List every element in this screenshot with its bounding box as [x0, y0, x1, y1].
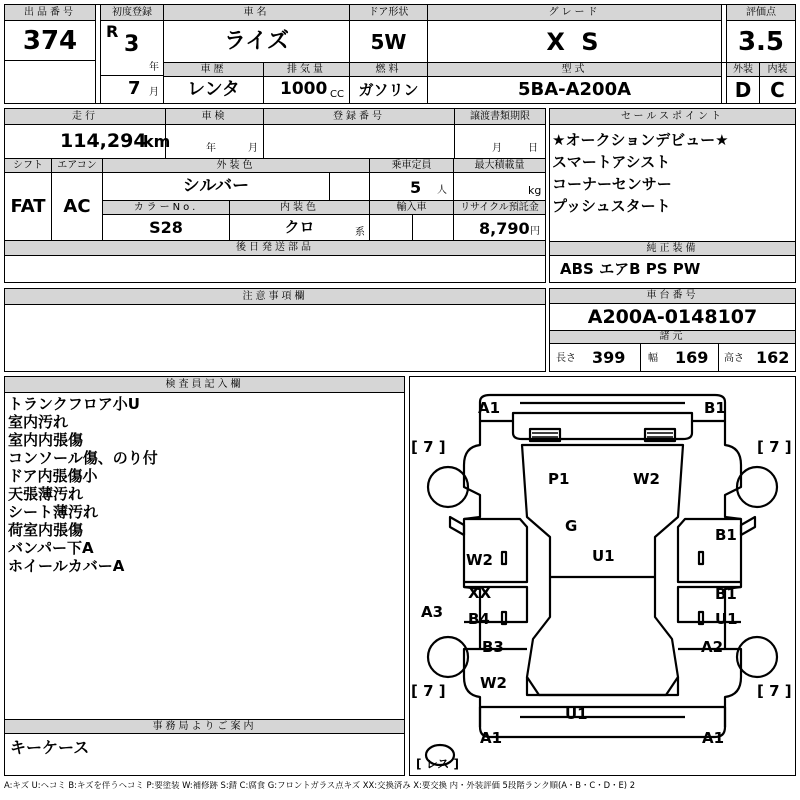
- inspector-note: バンパー下A: [8, 539, 94, 557]
- fuel-label: 燃料: [350, 63, 428, 77]
- inspector-label: 検査員記入欄: [5, 377, 404, 393]
- damage-xx: XX: [468, 584, 492, 602]
- inspector-note: コンソール傷、のり付: [8, 449, 158, 467]
- specs-label: 諸元: [550, 330, 795, 344]
- inspector-note: 室内内張傷: [8, 431, 84, 449]
- damage-u1-rear-door: U1: [715, 610, 738, 628]
- legend-text: A:キズ U:ヘコミ B:キズを伴うヘコミ P:要塗装 W:補修跡 S:錆 C:腐食 G:フロントガラス点キズ XX:交換済み X:要交換 内・外装評価 5段階ランク順(A・B・C・D・E) 2: [4, 781, 636, 790]
- damage-w2-hood: W2: [633, 470, 660, 488]
- damage-u1-bottom: U1: [565, 705, 588, 723]
- seats-value: 5: [410, 178, 422, 197]
- inspection-label: 車検: [166, 109, 264, 125]
- height-value: 162: [756, 348, 790, 367]
- reg-no-label: 登録番号: [264, 109, 455, 125]
- inspector-note: ドア内張傷小: [8, 467, 98, 485]
- office-note: キーケース: [10, 738, 90, 757]
- km-unit: km: [143, 132, 171, 151]
- notes-label: 注意事項欄: [5, 289, 545, 305]
- damage-u1-roof: U1: [592, 547, 615, 565]
- chassis-value: A200A-0148107: [587, 305, 758, 328]
- sales-point-label: セールスポイント: [550, 109, 795, 125]
- lot-label: 出品番号: [5, 5, 96, 21]
- exterior-label: 外装: [726, 63, 760, 77]
- door-value: 5W: [350, 21, 428, 63]
- sales-point-item: コーナーセンサー: [552, 175, 672, 193]
- transfer-month-unit: 月: [492, 143, 502, 154]
- score-value: 3.5: [726, 21, 795, 63]
- lot-blank: [5, 61, 96, 103]
- office-label: 事務局よりご案内: [5, 719, 404, 734]
- recycle-value: 8,790: [479, 219, 530, 238]
- damage-p1: P1: [548, 470, 570, 488]
- later-parts-label: 後日発送部品: [5, 241, 545, 256]
- height-label: 高さ: [724, 353, 744, 364]
- car-name-value: ライズ: [164, 21, 350, 63]
- damage-a3: A3: [421, 603, 444, 621]
- tire-tread-front-left: [ 7 ]: [411, 438, 446, 456]
- ext-color-value: シルバー: [103, 173, 330, 200]
- damage-b1-front-right: B1: [704, 399, 726, 417]
- spec-divider-2: [718, 344, 719, 371]
- aircon-value: AC: [52, 173, 103, 240]
- interior-label: 内装: [760, 63, 795, 77]
- ext-color-label: 外装色: [103, 159, 370, 173]
- damage-a1-front-left: A1: [478, 399, 501, 417]
- inspection-year-unit: 年: [206, 143, 216, 154]
- sales-point-list: [552, 129, 792, 217]
- spec-divider-1: [640, 344, 641, 371]
- damage-b4: B4: [468, 610, 490, 628]
- inspector-note: 室内汚れ: [8, 413, 69, 431]
- genuine-value: ABS エアB PS PW: [560, 260, 701, 278]
- spare-tire-label: [ レス ]: [416, 757, 459, 771]
- history-label: 車歴: [164, 63, 264, 77]
- shift-label: シフト: [5, 159, 52, 173]
- displacement-box: [264, 77, 350, 103]
- transfer-day-unit: 日: [528, 143, 538, 154]
- displacement-label: 排気量: [264, 63, 350, 77]
- displacement-value: 1000: [280, 79, 328, 99]
- inspector-note: トランクフロア小U: [8, 395, 140, 413]
- chassis-label: 車台番号: [550, 289, 795, 304]
- month-box: [100, 76, 164, 103]
- reg-no-box: [264, 125, 455, 158]
- car-diagram: [410, 377, 795, 775]
- lot-number: 374: [5, 21, 96, 61]
- kei-unit: 系: [355, 227, 365, 238]
- mileage-value: 114,294: [60, 130, 147, 152]
- inspector-note: ホイールカバーA: [8, 557, 125, 575]
- int-color-value: クロ: [230, 215, 370, 240]
- sales-point-item: スマートアシスト: [552, 153, 671, 171]
- recycle-label: リサイクル預託金: [454, 201, 545, 215]
- exterior-value: D: [726, 77, 760, 103]
- inspector-note: シート薄汚れ: [8, 503, 99, 521]
- max-load-label: 最大積載量: [454, 159, 545, 173]
- inspector-note: 荷室内張傷: [8, 521, 84, 539]
- model-code-label: 型式: [428, 63, 722, 77]
- import-divider: [412, 215, 413, 240]
- first-reg-box: [100, 21, 164, 76]
- damage-b3: B3: [482, 638, 504, 656]
- width-value: 169: [675, 348, 709, 367]
- color-no-value: S28: [103, 215, 230, 240]
- damage-w2-left-rear: W2: [480, 674, 507, 692]
- score-label: 評価点: [726, 5, 795, 21]
- month-value: 7: [128, 78, 141, 99]
- transfer-label: 譲渡書類期限: [455, 109, 545, 125]
- year-unit: 年: [149, 62, 159, 73]
- damage-a2: A2: [701, 638, 724, 656]
- history-value: レンタ: [164, 77, 264, 103]
- grade-value: X S: [428, 21, 722, 63]
- tire-tread-rear-right: [ 7 ]: [757, 682, 792, 700]
- person-unit: 人: [437, 185, 447, 196]
- seats-box: [370, 173, 454, 200]
- month-unit: 月: [149, 87, 159, 98]
- length-value: 399: [592, 348, 626, 367]
- inspection-box: [166, 125, 264, 158]
- car-name-label: 車名: [164, 5, 350, 21]
- damage-w2-left-front: W2: [466, 551, 493, 569]
- import-label: 輸入車: [370, 201, 454, 215]
- first-reg-label: 初度登録: [100, 5, 164, 21]
- year-value: 3: [124, 32, 140, 57]
- damage-a1-bottom-right: A1: [702, 729, 725, 747]
- ext-color-box: [330, 173, 370, 200]
- length-label: 長さ: [556, 353, 576, 364]
- grade-label: グレード: [428, 5, 722, 21]
- width-label: 幅: [648, 353, 658, 364]
- door-label: ドア形状: [350, 5, 428, 21]
- model-code-value: 5BA-A200A: [428, 77, 722, 103]
- sales-point-item: プッシュスタート: [552, 197, 671, 215]
- aircon-label: エアコン: [52, 159, 103, 173]
- cc-unit: CC: [330, 89, 344, 100]
- inspector-note: 天張薄汚れ: [8, 485, 84, 503]
- damage-a1-bottom-left: A1: [480, 729, 503, 747]
- int-color-label: 内装色: [230, 201, 370, 215]
- fuel-value: ガソリン: [350, 77, 428, 103]
- sales-point-item: ★オークションデビュー★: [552, 131, 729, 149]
- interior-value: C: [770, 78, 785, 102]
- damage-b1-right-rear: B1: [715, 585, 737, 603]
- seats-label: 乗車定員: [370, 159, 454, 173]
- shift-value: FAT: [5, 173, 52, 240]
- tire-tread-front-right: [ 7 ]: [757, 438, 792, 456]
- inspection-month-unit: 月: [248, 143, 258, 154]
- mileage-box: [5, 125, 166, 158]
- color-no-label: カラーNo.: [103, 201, 230, 215]
- genuine-label: 純正装備: [550, 241, 795, 256]
- damage-g: G: [565, 517, 578, 535]
- kg-unit: kg: [528, 184, 542, 197]
- inspector-notes-list: [8, 395, 398, 575]
- tire-tread-rear-left: [ 7 ]: [411, 682, 446, 700]
- yen-unit: 円: [530, 226, 540, 237]
- era-value: R: [106, 22, 119, 41]
- damage-b1-right-front: B1: [715, 526, 737, 544]
- mileage-label: 走行: [5, 109, 166, 125]
